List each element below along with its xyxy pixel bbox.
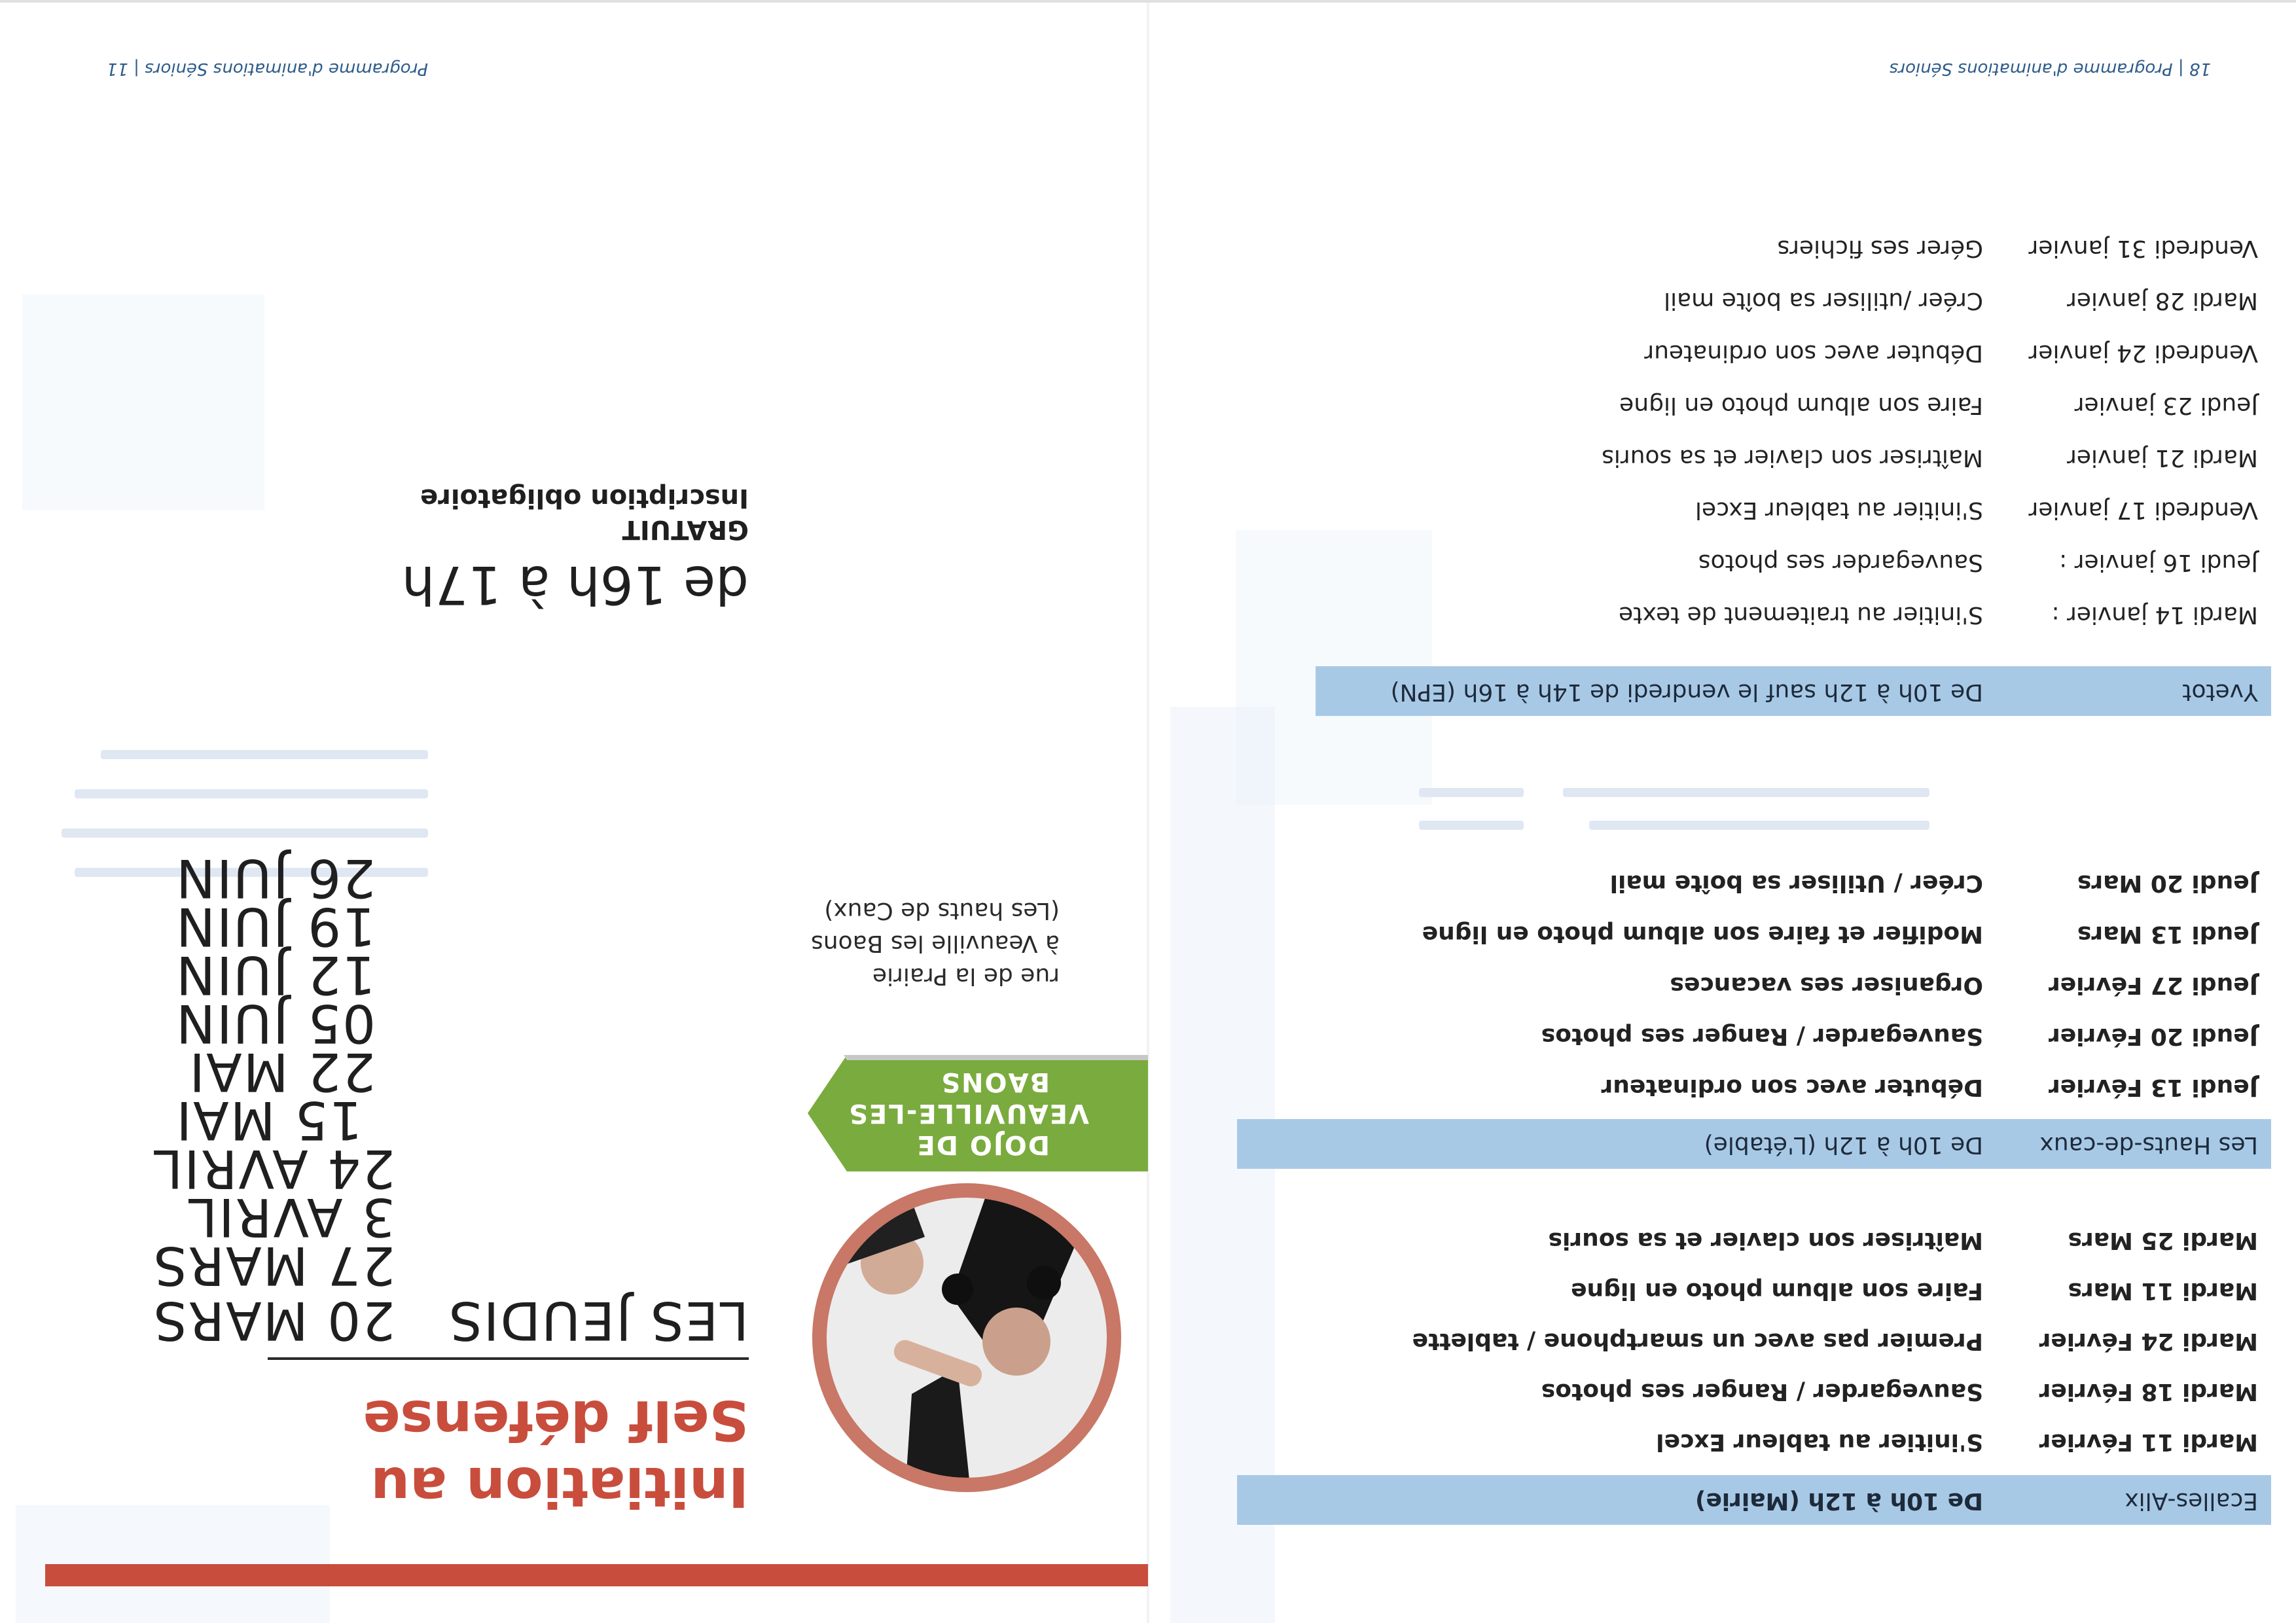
- row-topic: S'initier au traitement de texte: [1619, 601, 1983, 628]
- venue-tag-line1: DOJO DE: [916, 1130, 1050, 1160]
- venue-tag-line3: BAONS: [940, 1067, 1050, 1097]
- row-date: Mardi 21 janvier: [2067, 444, 2258, 471]
- date-item: 22 MAI: [188, 1041, 376, 1102]
- price-label: GRATUIT: [622, 514, 749, 544]
- self-defense-photo: [812, 1183, 1121, 1492]
- ghost-text: [101, 750, 428, 759]
- schedule-row: [1289, 1321, 2271, 1360]
- right-page-footer: Programme d'animations Séniors | 11: [106, 59, 428, 79]
- ghost-text: [62, 829, 428, 838]
- title-divider: [268, 1357, 749, 1360]
- section-header-hauts-de-caux: [1237, 1119, 2271, 1169]
- schedule-row: [1289, 594, 2271, 633]
- section-location: Ecalles-Alix: [2125, 1488, 2258, 1514]
- left-page-footer: 18 | Programme d'animations Séniors: [1889, 59, 2211, 79]
- row-topic: Maîtriser son clavier et sa souris: [1548, 1227, 1983, 1254]
- section-header-ecalles-alix: [1237, 1475, 2271, 1525]
- row-date: Mardi 18 Février: [2039, 1378, 2258, 1405]
- schedule-row: [1289, 1016, 2271, 1055]
- row-date: Mardi 28 janvier: [2067, 287, 2258, 314]
- row-date: Jeudi 27 Février: [2049, 972, 2258, 999]
- title-line1: Initiation au: [370, 1455, 749, 1519]
- row-topic: Créer / Utiliser sa boîte mail: [1609, 870, 1983, 897]
- ghost-text: [1419, 788, 1524, 797]
- row-date: Jeudi 20 Mars: [2077, 870, 2258, 897]
- ghost-text: [1589, 821, 1929, 830]
- row-topic: Débuter avec son ordinateur: [1601, 1074, 1983, 1101]
- title-line2: Self défense: [363, 1388, 749, 1452]
- schedule-row: [1289, 1421, 2271, 1461]
- row-date: Jeudi 20 Février: [2049, 1023, 2258, 1050]
- date-item: 12 JUIN: [175, 944, 376, 1005]
- date-item: 24 AVRIL: [152, 1138, 395, 1199]
- row-date: Mardi 24 Février: [2039, 1328, 2258, 1355]
- section-time: De 10h à 12h (L'étable): [1704, 1132, 1983, 1158]
- section-time: De 10h à 12h sauf le vendredi de 14h à 16h (EPN): [1390, 679, 1983, 705]
- schedule-row: [1289, 914, 2271, 953]
- schedule-row: [1289, 542, 2271, 581]
- section-header-yvetot: [1316, 666, 2271, 716]
- row-topic: Faire son album photo en ligne: [1571, 1277, 1983, 1304]
- row-topic: Gérer ses fichiers: [1777, 235, 1983, 262]
- dates-list: [152, 847, 395, 1296]
- address-line3: (Les hauts de Caux): [824, 897, 1060, 924]
- venue-tag: [808, 1055, 1148, 1171]
- row-date: Jeudi 13 Février: [2049, 1074, 2258, 1101]
- row-date: Vendredi 31 janvier: [2028, 235, 2258, 262]
- schedule-row: [1289, 1067, 2271, 1106]
- section-location: Yvetot: [2182, 679, 2258, 705]
- row-topic: Modifier et faire son album photo en ligne: [1422, 921, 1983, 948]
- date-item: 26 JUIN: [175, 847, 376, 908]
- ghost-text: [75, 789, 428, 798]
- schedule-row: [1289, 1220, 2271, 1259]
- photo-illustration: [812, 1183, 1121, 1492]
- address-line2: à Veauville les Baons: [811, 930, 1060, 957]
- row-date: Jeudi 23 janvier: [2074, 392, 2258, 419]
- row-date: Vendredi 17 janvier: [2028, 497, 2258, 524]
- row-topic: Premier pas avec un smartphone / tablette: [1412, 1328, 1983, 1355]
- date-item: 27 MARS: [152, 1235, 395, 1296]
- row-date: Jeudi 16 janvier :: [2059, 549, 2258, 576]
- row-topic: Organiser ses vacances: [1670, 972, 1983, 999]
- schedule-row: [1289, 1270, 2271, 1310]
- schedule-row: [1289, 965, 2271, 1004]
- row-date: Mardi 14 janvier :: [2051, 601, 2258, 628]
- date-item: 19 JUIN: [175, 896, 376, 957]
- row-topic: Sauvegarder / Ranger ses photos: [1541, 1378, 1983, 1405]
- scan-edge: [0, 0, 2296, 3]
- day-label: LES JEUDIS: [448, 1290, 749, 1351]
- section-time: De 10h à 12h (Mairie): [1695, 1488, 1983, 1514]
- time-range: de 16h à 17h: [401, 554, 749, 615]
- row-date: Vendredi 24 janvier: [2028, 340, 2258, 366]
- row-date: Mardi 11 Mars: [2068, 1277, 2258, 1304]
- row-topic: Sauvegarder ses photos: [1698, 549, 1983, 576]
- date-item: 3 AVRIL: [187, 1186, 395, 1247]
- schedule-row: [1289, 437, 2271, 476]
- section-location: Les Hauts-de-caux: [2039, 1132, 2258, 1158]
- date-first: 20 MARS: [152, 1290, 395, 1351]
- schedule-row: [1289, 385, 2271, 424]
- schedule-row: [1289, 490, 2271, 529]
- schedule-row: [1289, 280, 2271, 319]
- row-topic: Maîtriser son clavier et sa souris: [1602, 444, 1983, 471]
- registration-note: Inscription obligatoire: [420, 483, 749, 513]
- schedule-row: [1289, 332, 2271, 372]
- date-item: 15 MAI: [175, 1090, 363, 1150]
- left-page: [1148, 0, 2296, 1623]
- row-topic: Faire son album photo en ligne: [1619, 392, 1983, 419]
- venue-tag-line2: VEAUVILLE-LES: [848, 1098, 1089, 1128]
- ghost-photo: [22, 294, 264, 510]
- address-line1: rue de la Prairie: [872, 963, 1060, 990]
- date-item: 05 JUIN: [175, 993, 376, 1054]
- row-date: Jeudi 13 Mars: [2077, 921, 2258, 948]
- schedule-row: [1289, 863, 2271, 902]
- row-topic: Sauvegarder / Ranger ses photos: [1541, 1023, 1983, 1050]
- schedule-row: [1289, 228, 2271, 267]
- schedule-row: [1289, 1371, 2271, 1410]
- row-topic: Créer /utiliser sa boîte mail: [1664, 287, 1983, 314]
- accent-bar: [45, 1564, 1148, 1586]
- row-topic: S'initier au tableur Excel: [1656, 1429, 1983, 1455]
- row-date: Mardi 25 Mars: [2068, 1227, 2258, 1254]
- ghost-text: [1419, 821, 1524, 830]
- row-date: Mardi 11 Février: [2039, 1429, 2258, 1455]
- ghost-text: [1563, 788, 1929, 797]
- row-topic: S'initier au tableur Excel: [1695, 497, 1983, 524]
- row-topic: Débuter avec son ordinateur: [1644, 340, 1983, 366]
